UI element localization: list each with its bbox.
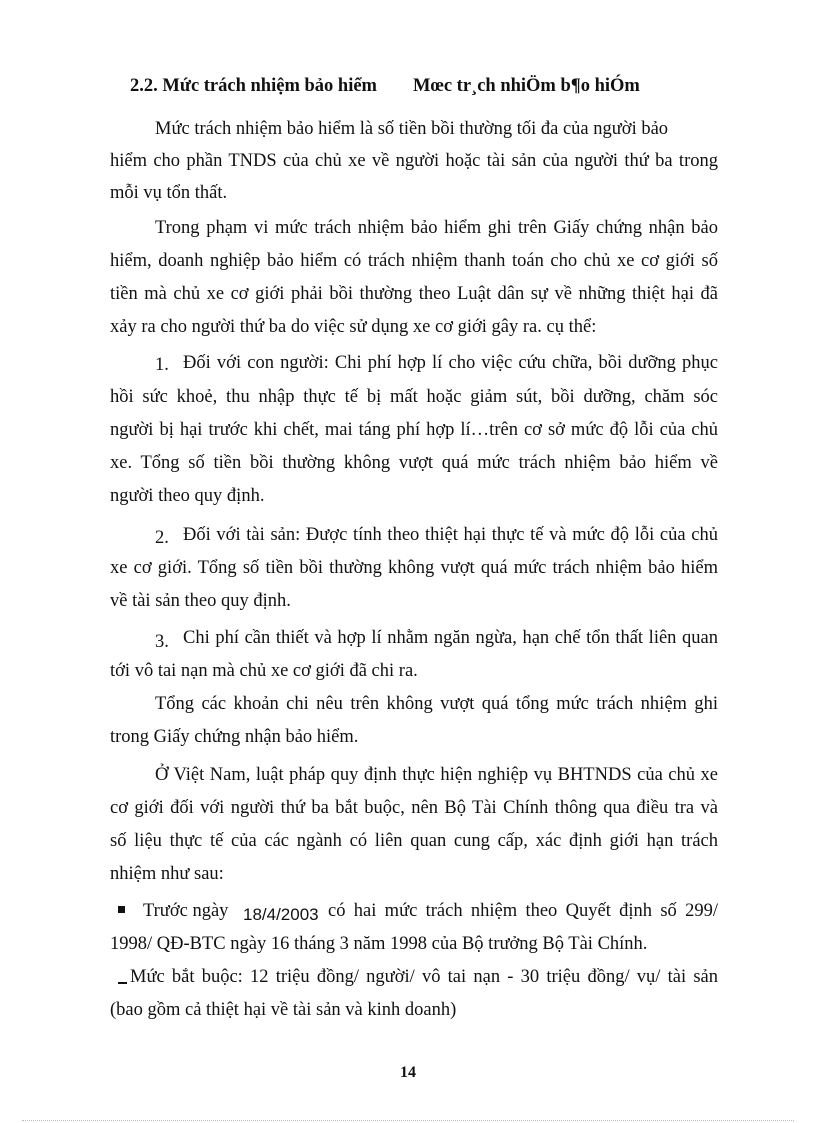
section-heading: [130, 76, 377, 97]
list-item-line: tới vô tai nạn mà chủ xe cơ giới đã chi ra.: [110, 661, 418, 681]
section-heading-garbled: Mœc tr¸ch nhiÖm b¶o hiÓm: [413, 76, 640, 96]
bullet-rest: có hai mức trách nhiệm theo Quyết định số 299/: [328, 901, 718, 921]
paragraph-line: Tổng các khoản chi nêu trên không vượt quá tổng mức trách nhiệm ghi: [155, 694, 718, 714]
square-bullet-icon: [118, 906, 125, 913]
section-title: Mức trách nhiệm bảo hiểm: [162, 76, 377, 96]
paragraph-line: xảy ra cho người thứ ba do việc sử dụng xe cơ giới gây ra. cụ thể:: [110, 317, 597, 337]
paragraph-line: hiểm, doanh nghiệp bảo hiểm có trách nhiệm thanh toán cho chủ xe cơ giới số: [110, 251, 718, 271]
list-number: 2.: [155, 528, 169, 548]
sub-item-line: Mức bắt buộc: 12 triệu đồng/ người/ vô tai nạn - 30 triệu đồng/ vụ/ tài sản: [130, 967, 718, 987]
list-item-line: người theo quy định.: [110, 486, 265, 506]
paragraph-line: hiểm cho phần TNDS của chủ xe về người hoặc tài sản của người thứ ba trong: [110, 151, 718, 171]
list-item-line: người bị hại trước khi chết, mai táng phí hợp lí…trên cơ sở mức độ lỗi của chủ: [110, 420, 718, 440]
paragraph-line: số liệu thực tế của các ngành có liên quan cung cấp, xác định giới hạn trách: [110, 831, 718, 851]
paragraph-line: tiền mà chủ xe cơ giới phải bồi thường theo Luật dân sự về những thiệt hại đã: [110, 284, 718, 304]
list-item-line: xe. Tổng số tiền bồi thường không vượt quá mức trách nhiệm bảo hiểm về: [110, 453, 718, 473]
dash-bullet-icon: [118, 982, 127, 984]
list-item-line: Đối với tài sản: Được tính theo thiệt hại thực tế và mức độ lỗi của chủ: [183, 525, 718, 545]
paragraph-line: trong Giấy chứng nhận bảo hiểm.: [110, 727, 359, 747]
list-number: 1.: [155, 355, 169, 375]
footer-divider: [22, 1120, 794, 1121]
sub-item-line: (bao gồm cả thiệt hại về tài sản và kinh doanh): [110, 1000, 457, 1020]
list-item-line: xe cơ giới. Tổng số tiền bồi thường không vượt quá mức trách nhiệm bảo hiểm: [110, 558, 718, 578]
paragraph-line: Trong phạm vi mức trách nhiệm bảo hiểm ghi trên Giấy chứng nhận bảo: [155, 218, 718, 238]
paragraph-line: Mức trách nhiệm bảo hiểm là số tiền bồi thường tối đa của người bảo: [155, 119, 669, 139]
page-number: 14: [400, 1064, 416, 1081]
list-item-line: về tài sản theo quy định.: [110, 591, 291, 611]
list-number: 3.: [155, 632, 169, 652]
list-item-line: Chi phí cần thiết và hợp lí nhằm ngăn ngừa, hạn chế tổn thất liên quan: [183, 628, 718, 648]
paragraph-line: mỗi vụ tổn thất.: [110, 183, 228, 203]
list-item-line: Đối với con người: Chi phí hợp lí cho việc cứu chữa, bồi dưỡng phục: [183, 353, 718, 373]
bullet-lead: Trước ngày: [143, 901, 229, 921]
list-item-line: hồi sức khoẻ, thu nhập thực tế bị mất hoặc giảm sút, bồi dưỡng, chăm sóc: [110, 387, 718, 407]
section-number: 2.2.: [130, 76, 158, 96]
paragraph-line: Ở Việt Nam, luật pháp quy định thực hiện nghiệp vụ BHTNDS của chủ xe: [155, 765, 718, 785]
bullet-date: 18/4/2003: [243, 905, 319, 924]
bullet-line: 1998/ QĐ-BTC ngày 16 tháng 3 năm 1998 của Bộ trưởng Bộ Tài Chính.: [110, 934, 648, 954]
paragraph-line: nhiệm như sau:: [110, 864, 224, 884]
paragraph-line: cơ giới đối với người thứ ba bắt buộc, nên Bộ Tài Chính thông qua điều tra và: [110, 798, 718, 818]
